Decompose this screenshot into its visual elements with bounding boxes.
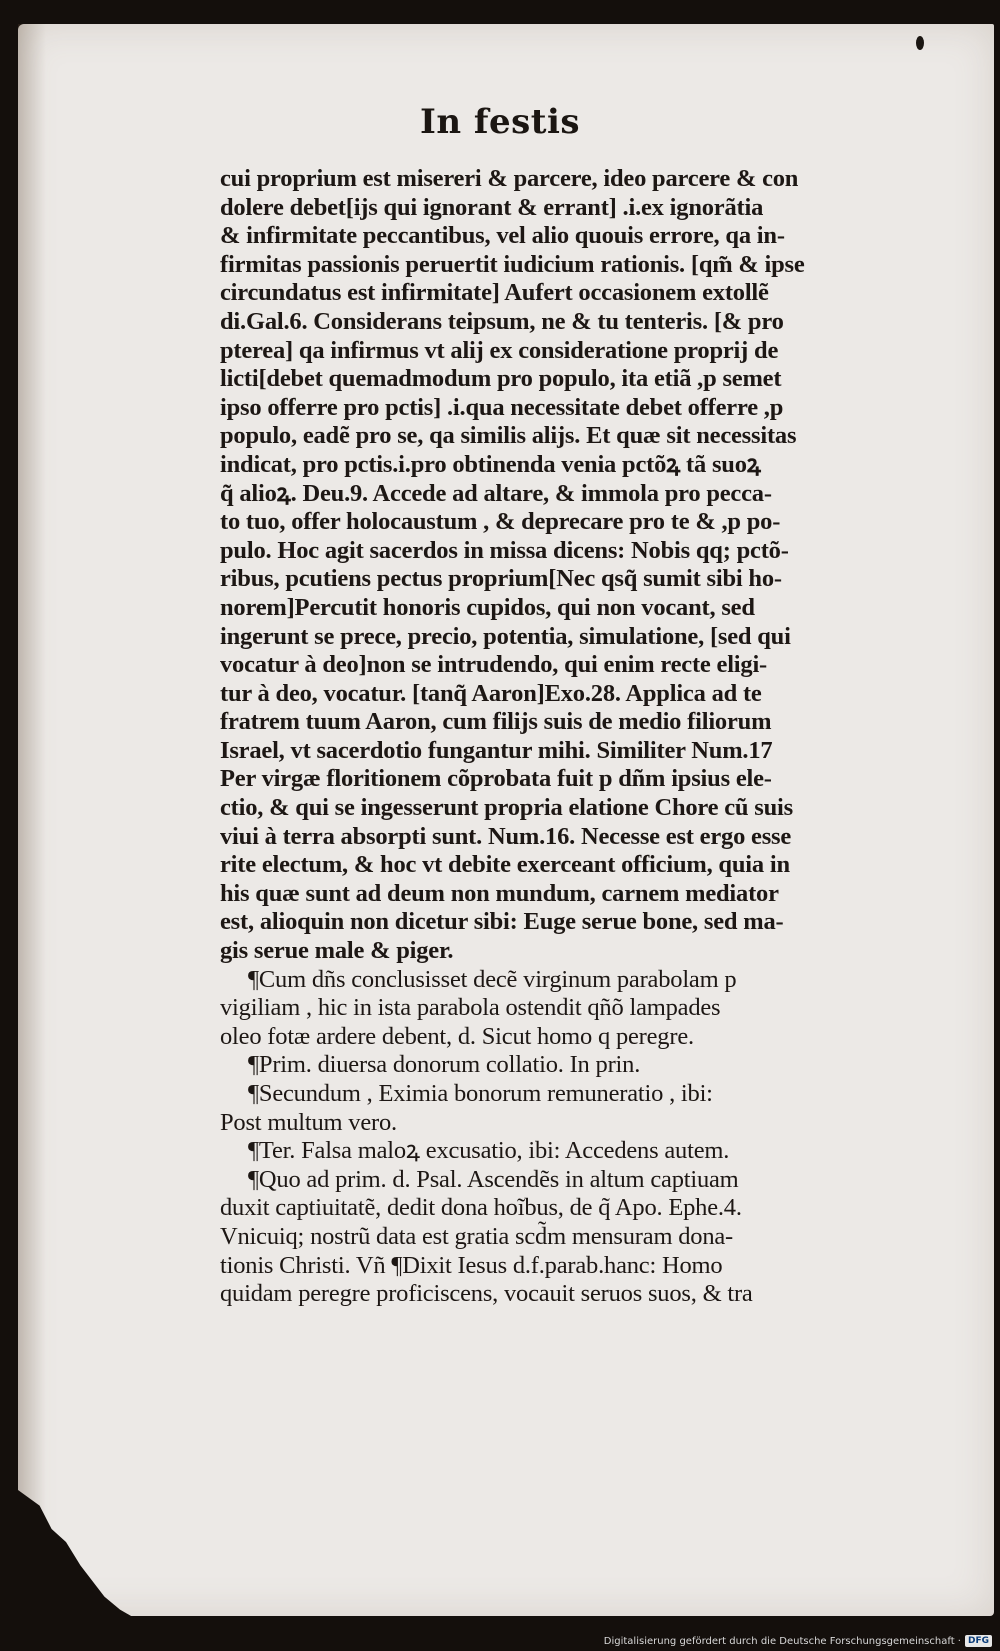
text-line: vigiliam , hic in ista parabola ostendit qñõ lampades — [220, 994, 721, 1022]
text-line: duxit captiuitatẽ, dedit dona hoĩbus, de q̃ Apo. Ephe.4. — [220, 1194, 742, 1222]
text-line: circundatus est infirmitate] Aufert occasionem extollẽ — [220, 279, 769, 307]
text-line: his quæ sunt ad deum non mundum, carnem mediator — [220, 879, 779, 907]
body-text — [220, 165, 888, 1309]
text-line: quidam peregre proficiscens, vocauit seruos suos, & tra — [220, 1280, 753, 1308]
paragraph-line: ¶Ter. Falsa maloꝝ excusatio, ibi: Accedens autem. — [248, 1137, 730, 1165]
text-line: tur à deo, vocatur. [tanq̃ Aaron]Exo.28. Applica ad te — [220, 679, 762, 707]
text-line: Israel, vt sacerdotio fungantur mihi. Similiter Num.17 — [220, 736, 773, 764]
text-line: indicat, pro pctis.i.pro obtinenda venia pctõꝝ tã suoꝝ — [220, 450, 761, 478]
ink-blot — [916, 36, 924, 50]
text-line: tionis Christi. Vñ ¶Dixit Iesus d.f.parab.hanc: Homo — [220, 1251, 723, 1279]
text-line: rite electum, & hoc vt debite exerceant officium, quia in — [220, 851, 790, 879]
text-line: & infirmitate peccantibus, vel alio quouis errore, qa in- — [220, 222, 785, 250]
text-line: viui à terra absorpti sunt. Num.16. Necesse est ergo esse — [220, 822, 792, 850]
text-line: Vnicuiq; nostrũ data est gratia scd̃m mensuram dona- — [220, 1222, 734, 1250]
digitization-credit — [604, 1635, 992, 1647]
paragraph-line: ¶Prim. diuersa donorum collatio. In prin. — [248, 1051, 641, 1079]
text-line: norem]Percutit honoris cupidos, qui non vocant, sed — [220, 593, 755, 621]
text-line: ingerunt se prece, precio, potentia, simulatione, [sed qui — [220, 622, 791, 650]
paragraph-line: ¶Quo ad prim. d. Psal. Ascendẽs in altum captiuam — [248, 1165, 739, 1193]
text-line: Post multum vero. — [220, 1108, 397, 1136]
text-line: licti[debet quemadmodum pro populo, ita etiã ,p semet — [220, 365, 782, 393]
text-line: firmitas passionis peruertit iudicium rationis. [qm̃ & ipse — [220, 250, 805, 278]
paragraph-line: ¶Secundum , Eximia bonorum remuneratio , ibi: — [248, 1080, 713, 1107]
text-line: pulo. Hoc agit sacerdos in missa dicens: Nobis qq; pctõ- — [220, 536, 789, 564]
running-heading: In festis — [419, 102, 581, 142]
text-line: populo, eadẽ pro se, qa similis alijs. Et quæ sit necessitas — [220, 422, 797, 450]
credit-text: Digitalisierung gefördert durch die Deutsche Forschungsgemeinschaft · — [603, 1635, 961, 1647]
text-line: to tuo, offer holocaustum , & deprecare pro te & ,p po- — [220, 508, 781, 536]
text-line: q̃ alioꝝ. Deu.9. Accede ad altare, & immola pro pecca- — [220, 479, 772, 507]
text-line: gis serue male & piger. — [220, 937, 454, 965]
text-line: fratrem tuum Aaron, cum filijs suis de medio filiorum — [220, 708, 772, 736]
text-line: pterea] qa infirmus vt alij ex consideratione proprij de — [220, 336, 779, 364]
binding-shadow — [18, 24, 46, 1616]
text-line: di.Gal.6. Considerans teipsum, ne & tu tenteris. [& pro — [220, 307, 784, 335]
text-line: Per virgæ floritionem cõprobata fuit p dñm ipsius ele- — [220, 765, 772, 793]
paragraph-line: ¶Cum dñs conclusisset decẽ virginum parabolam p — [248, 965, 737, 993]
dfg-logo: DFG — [965, 1635, 992, 1647]
text-line: vocatur à deo]non se intrudendo, qui enim recte eligi- — [220, 651, 768, 679]
text-line: ribus, pcutiens pectus proprium[Nec qsq̃ sumit sibi ho- — [220, 565, 782, 593]
text-line: ctio, & qui se ingesserunt propria elatione Chore cũ suis — [220, 794, 793, 822]
text-line: oleo fotæ ardere debent, d. Sicut homo q peregre. — [220, 1022, 694, 1050]
text-line: cui proprium est misereri & parcere, ideo parcere & con — [220, 165, 799, 192]
text-line: ipso offerre pro pctis] .i.qua necessitate debet offerre ,p — [220, 393, 784, 421]
text-line: est, alioquin non dicetur sibi: Euge serue bone, sed ma- — [220, 908, 784, 936]
text-line: dolere debet[ijs qui ignorant & errant] .i.ex ignorãtia — [220, 193, 764, 221]
